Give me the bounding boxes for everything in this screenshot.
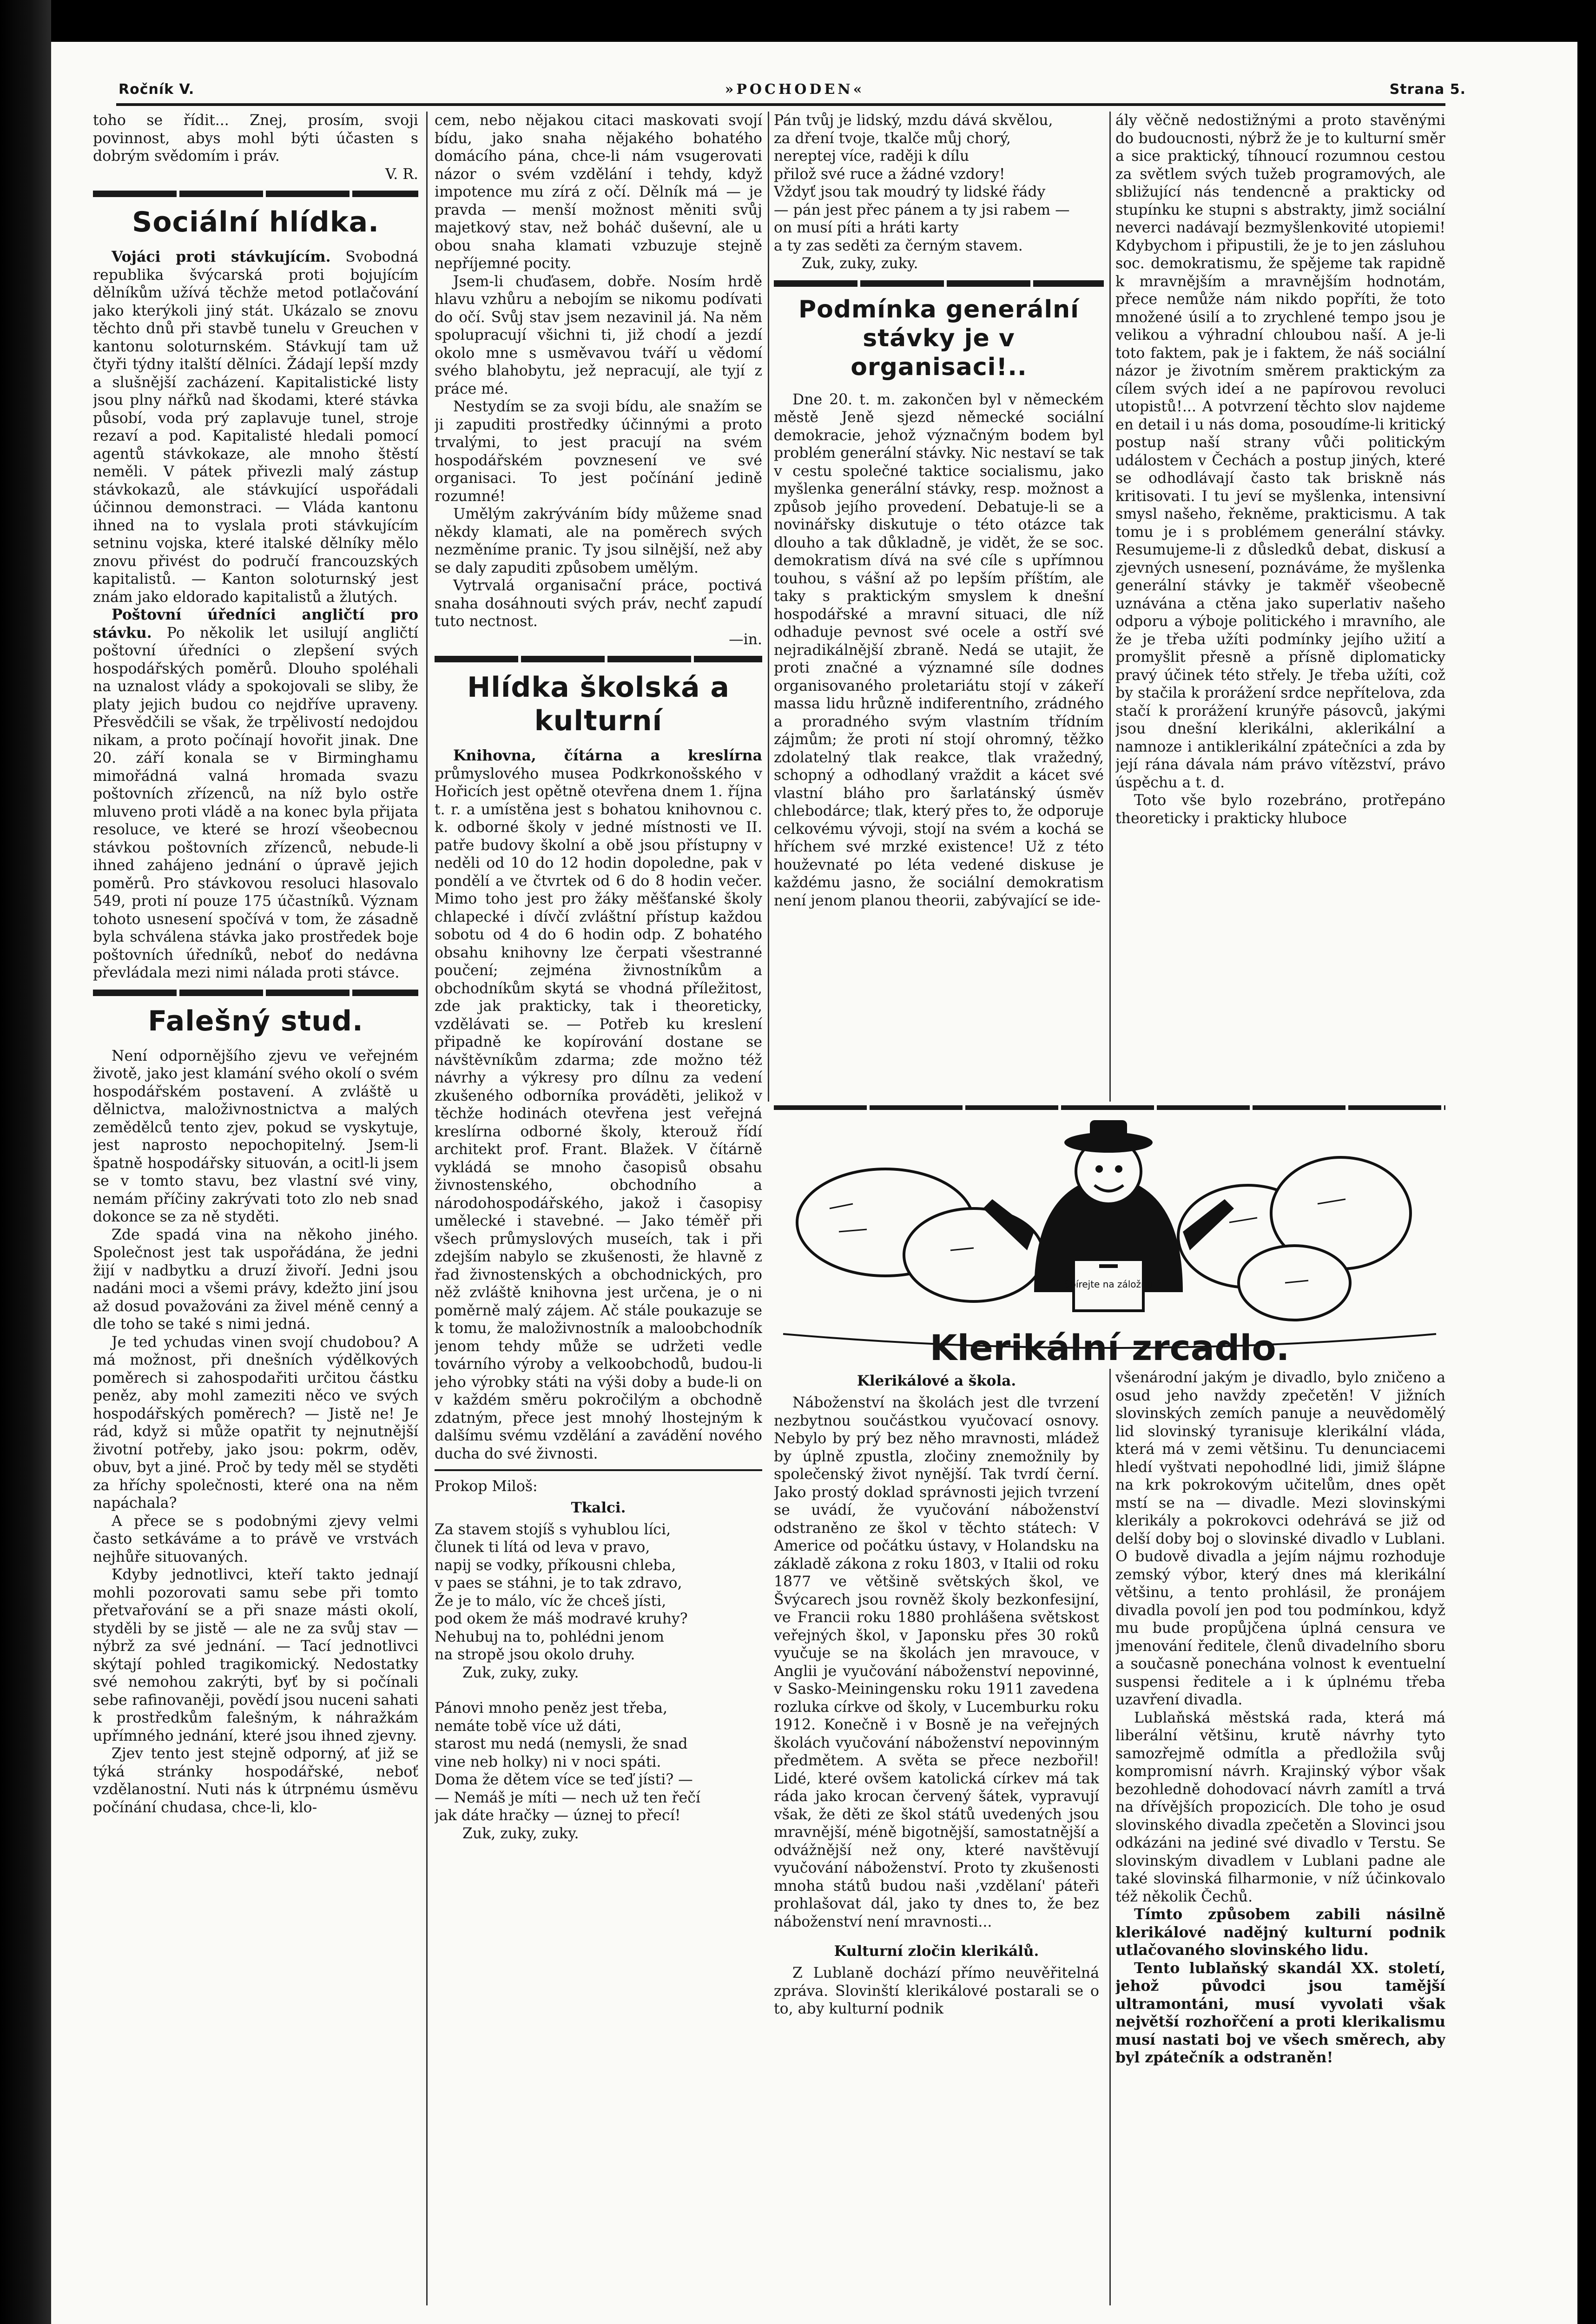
poem-stanza: [435, 1699, 762, 1842]
column-divider: [1109, 1369, 1111, 2305]
article-paragraph: ály věčně nedostižnými a proto stavěnými do budoucnosti, nýbrž že je to kulturní směr a sice praktický, tíhnoucí rozumnou cestou za světlem svých tužeb programových, ale sbližující nás tendencně a prakticky od stupínku ke stupni s abstrakty, jimž sociální neverci nadávají bezmyšlenkovité utopiemi! Kdybychom i připustili, že je to jen zásluhou soc. demokratismu, že spějeme tak rapidně k mravnějším a mravnějším hodnotám, přece nemůže nám nikdo popříti, že toto množené úsilí a to zrychlené tempo jsou je velikou a výhradní chloubou naší. A je-li toto faktem, pak je i faktem, že náš sociální názor je životním směrem praktickým za cílem svých ideí a ne papírovou revoluci utopistů!... A potvrzení těchto slov najdeme en detail i u nás doma, posoudíme-li kritický postup naší strany vůči politickým událostem v Čechách a postup jiných, které se odhodlávají často tak briskně nás kritisovati. I tu jeví se myšlenka, intensivní smysl našeho, řekněme, prakticismu. A tak tomu je i s problémem generální stávky. Resumujeme-li z důsledků debat, diskusí a zjevných usnesení, poznáváme, že myšlenka generální stávky je takměř všeobecně uznávána a ctěna jako superlativ našeho odporu a výboje politického i mravního, ale že je třeba užíti podmínky jejího užití a promyšlit přesně a přísně diplomaticky pravý účinek této střely. Je třeba užíti, což by stačila k prorážení srdce nepřítelova, zda stačí k prorážení krunýře pásovců, jakými jsou dnešní klerikálni, aklerikální a namnoze i antiklerikální zpátečníci a zda by její rána dávala nám právo vítězství, právo úspěchu a t. d.: [1115, 112, 1445, 791]
poem-refrain: Zuk, zuky, zuky.: [462, 1664, 579, 1681]
article-paragraph: Toto vše bylo rozebráno, protřepáno theoreticky i prakticky hluboce: [1115, 792, 1445, 827]
article-paragraph: Lublaňská městská rada, která má liberální většinu, krutě návrhy tyto samozřejmě odmítla a předložila svůj kompromisní návrh. Krajinský výbor však bezohledně dohodovací návrh zamítl a trvá na dřívějších propozicích. Dle toho je osud slovinského divadla zpečetěn a Slovinci jsou odkázáni na jediné své divadlo v Terstu. Se slovinským divadlem v Lublani padne ale také slovinská filharmonie, v níž účinkovalo též několik Čechů.: [1115, 1709, 1445, 1905]
article-paragraph: Nestydím se za svoji bídu, ale snažím se ji zapuditi prostředky účinnými a proto trvalými, to jest pracují na svém hospodářském povznesení ve své organisaci. To jest počínání jedině rozumné!: [435, 398, 762, 505]
poem-refrain: Zuk, zuky, zuky.: [462, 1825, 579, 1842]
poem-weavers: [435, 1521, 762, 1843]
poem-line: Pánovi mnoho peněz jest třeba,: [435, 1700, 667, 1717]
poem-line: napij se vodky, příkousni chleba,: [435, 1557, 676, 1574]
poem-line: a ty zas seděti za černým stavem.: [774, 237, 1023, 254]
cartoon-title: Klerikální zrcadlo.: [930, 1327, 1290, 1368]
article-paragraph: Jsem-li chuďasem, dobře. Nosím hrdě hlavu vzhůru a nebojím se nikomu podívati do očí. Svůj stav jsem nezavinil já. Na něm spolupracují všichni ti, již chodí a jezdí okolo mne s usměvavou tváří u vědomí svého blahobytu, jež nepracují, ale tyjí z práce mé.: [435, 273, 762, 397]
masthead-title: »POCHODEN«: [725, 81, 865, 98]
poem-line: vine neb holky) ni v noci spáti.: [435, 1753, 661, 1770]
column-2: [435, 112, 762, 2305]
section-title-false-shame: Falešný stud.: [148, 1004, 363, 1037]
poem-line: — pán jest přec pánem a ty jsi rabem —: [774, 201, 1070, 218]
poem-line: — Nemáš je míti — nech už ten řečí: [435, 1789, 700, 1806]
article-paragraph: všenárodní jakým je divadlo, bylo zničeno a osud jeho navždy zpečetěn! V jižních slovinských zemích panuje a neuvědomělý lid slovinský tyranisuje klerikální vláda, která má v zemi většinu. Tu denunciacemi hledí vyštvati nepohodlné lidi, jimiž šlápne na krk pokrokovým učitelům, dnes opět mstí se na — divadle. Mezi slovinskými klerikály a pokrokovci odehrává se již od delší doby boj o slovinské divadlo v Lublani. O budově divadla a jejím nájmu rozhoduje zemský výbor, který dnes má klerikální většinu, a tento prohlásil, že pronájem divadla povolí jen pod tou podmínkou, když mu bude propůjčena úplná censura ve jmenování ředitele, členů divadelního sboru a současně ponechána volnost k eventuelní suspensi ředitele a i k úplnému třeba uzavření divadla.: [1115, 1369, 1445, 1708]
article-paragraph: Je ted ychudas vinen svojí chudobou? A má možnost, při dnešních výdělkových poměrech si zahospodařiti určitou částku peněz, aby mohl zameziti něco ve svých hospodářských poměrech? — Jistě ne! Je rád, když si může opatřit ty nejnutnější životní potřeby, jako jsou: pokrm, oděv, obuv, byt a jiné. Proč by tedy měl se styděti za hříchy společnosti, které ona na něm napáchala?: [93, 1334, 418, 1512]
header-rule: [116, 103, 1445, 106]
poem-refrain: Zuk, zuky, zuky.: [802, 255, 918, 272]
article-paragraph: Z Lublaně dochází přímo neuvěřitelná zpráva. Slovinští klerikálové postarali se o to, aby kulturní podnik: [774, 1965, 1099, 2017]
volume-label: Ročník V.: [119, 81, 195, 98]
poem-line: Nehubuj na to, pohlédni jenom: [435, 1628, 664, 1645]
column-divider: [426, 112, 428, 2305]
scan-border-top: [0, 0, 1596, 42]
poem-line: jak dáte hračky — úznej to přecí!: [435, 1807, 681, 1824]
article-paragraph: A přece se s podobnými zjevy velmi často setkáváme a to právě ve vrstvách nejhůře situovaných.: [93, 1512, 418, 1565]
section-rule: [93, 990, 418, 996]
page-number: Strana 5.: [1389, 81, 1466, 98]
column-3: [774, 112, 1104, 1097]
section-title-general-strike: Podmínka generální stávky je v organisaci!..: [798, 295, 1080, 381]
poem-line: nereptej více, raději k dílu: [774, 148, 969, 165]
poem-line: Pán tvůj je lidský, mzdu dává skvělou,: [774, 112, 1053, 129]
poem-title: Tkalci.: [571, 1499, 626, 1516]
article-paragraph: Poštovní úředníci angličtí pro stávku. Po několik let usilují angličtí poštovní úředníci o zlepšení svých hospodářských poměrů. Dlouho spoléhali na uznalost vlády a spokojovali se sliby, že platy jejich budou co nejdříve upraveny. Přesvědčili se však, že trpělivostí nedojdou nikam, a proto počínají hovořit jinak. Dne 20. září konala se v Birminghamu mimořádná valná hromada svazu poštovních zřízenců, na níž bylo ostře mluveno proti vládě a na konec byla přijata resoluce, ve které se hrozí všeobecnou stávkou poštovních zřízenců, nebude-li ihned zahájeno jednání o úpravě jejich poměrů. Pro stávkovou resoluci hlasovalo 549, proti ní pouze 175 účastníků. Význam tohoto usnesení spočívá v tom, že zásadně byla schválena stávka jako prostředek boje poštovních úředníků, neboť do nedávna převládala mezi nimi nálada proti stávce.: [93, 606, 418, 981]
poem-line: starost mu nedá (nemysli, že snad: [435, 1736, 688, 1752]
poem-stanza: [774, 112, 1104, 273]
subsection-title: Kulturní zločin klerikálů.: [834, 1943, 1039, 1960]
section-title-social: Sociální hlídka.: [132, 206, 379, 238]
poem-stanza: [435, 1521, 762, 1682]
section-rule: [93, 191, 418, 197]
article-continuation: toho se řídit... Znej, prosím, svoji povinnost, abys mohl býti účasten s dobrým svědomím i práv.: [93, 112, 418, 165]
poem-line: on musí píti a hráti karty: [774, 219, 959, 236]
article-paragraph: Zde spadá vina na někoho jiného. Společnost jest tak uspořádána, že jedni žijí v nadbytku a druzí živoří. Jedni jsou nadáni moci a všemi právy, kdežto jiní jsou až dosud považováni za živel méně cenný a dle toho se také s nimi jedná.: [93, 1226, 418, 1333]
scan-border-right: [1577, 0, 1596, 2324]
subsection-title: Klerikálové a škola.: [857, 1373, 1016, 1389]
section-rule: [774, 280, 1104, 287]
scan-border-left: [0, 0, 51, 2324]
poem-line: za dření tvoje, tkalče můj chorý,: [774, 130, 1011, 147]
article-paragraph: Vojáci proti stávkujícím. Svobodná republika švýcarská proti bojujícím dělníkům užívá těchže metod potlačování jako kterýkoli jiný stát. Ukázalo se znovu těchto dnů při stavbě tunelu v Greuchen v kantonu soloturnském. Stávkují tam už čtyři týdny italští dělníci. Žádají lepší mzdy a slušnější zacházení. Kapitalistické listy jsou plny nářků nad škodami, které stávka působí, voda prý zaplavuje tunel, stroje rezaví a pod. Kapitalisté hledali pomocí agentů stávkokaze, ale mnoho štěstí neměli. V pátek přivezli malý zástup stávkokazů, ale stávkující uspořádali účinnou demonstraci. — Vláda kantonu ihned na to vyslala proti stávkujícím setninu vojska, které italské dělníky mělo znovu přivést do područí francouzských kapitalistů. — Kanton soloturnský jest znám jako eldorado kapitalistů a žlutých.: [93, 248, 418, 606]
article-paragraph: Vytrvalá organisační práce, poctivá snaha dosáhnouti svých práv, nechť zapudí tuto nectnost.: [435, 577, 762, 630]
collection-box-label: Sbírejte na záložnu: [1064, 1279, 1153, 1290]
article-paragraph: Není odpornějšího zjevu ve veřejném životě, jako jest klamání svého okolí o svém hospodářském postavení. A zvláště u dělnictva, maloživnostnictva a malých zemědělců tento zjev, pokud se vyskytuje, jest naprosto nepochopitelný. Jsem-li špatně hospodářsky situován, a ocitl-li jsem se v tomto stavu, bez vlastní své viny, nemám příčiny zakrývati toto zlo neb snad dokonce se za ně styděti.: [93, 1047, 418, 1225]
article-paragraph: Zjev tento jest stejně odporný, ať již se týká stránky hospodářské, neboť vzdělanostní. Nuti nás k útrpnému úsměvu počínání chudasa, chce-li, klo-: [93, 1745, 418, 1816]
column-divider: [1109, 112, 1111, 1102]
article-paragraph: Umělým zakrýváním bídy můžeme snad někdy klamati, ale na poměrech svých nezměníme pranic. Ty jsou silnější, než aby se daly zapuditi způsobem umělým.: [435, 506, 762, 576]
poem-line: v paes se stáhni, je to tak zdravo,: [435, 1575, 682, 1591]
column-3-bottom: [774, 1369, 1099, 2305]
article-paragraph: Kdyby jednotlivci, kteří takto jednají mohli pozorovati samu sebe při tomto přetvařování se a při snaze másti okolí, styděli by se jistě — ale ne za svůj stav — nýbrž za své jednání. — Tací jednotlivci skýtají pohled tragikomický. Nedostatky své nemohou zakrýti, byť by si počínali sebe rafinovaněji, povědí jsou nuceni sahati k prostředkům falešným, k náhražkám upřímného jednání, které jsou ihned zjevny.: [93, 1566, 418, 1744]
section-rule: [435, 656, 762, 662]
signature: —in.: [729, 631, 762, 648]
column-divider: [768, 112, 769, 1102]
poem-line: Vždyť jsou tak moudrý ty lidské řády: [774, 184, 1046, 200]
article-paragraph: Dne 20. t. m. zakončen byl v německém městě Jeně sjezd německé sociální demokracie, jehož význačným bodem byl problém generální stávky. Nic nestaví se tak v cestu společné taktice socialismu, jako myšlenka generální stávky, resp. možnost a způsob jejího provedení. Debatuje-li se a novinářsky diskutuje o této otázce tak dlouho a tak důkladně, je vidět, že se soc. demokratism dívá na své cíle s upřímnou touhou, s vášní až po lepším příštím, ale taky s praktickým smyslem k dnešní hospodářské a mravní situaci, dle níž odhaduje pevnost své ocele a ostří své nejradikálnější zbraně. Nedá se utajit, že proti značné a významné síle dodnes organisovaného proletariátu stojí v zákeří massa lidu hrůzně indiferentního, zrádného a proradného svým vlastním třídním zájmům; že proti ní stojí ohromný, těžko zdolatelný tlak reakce, tlak vražedný, schopný a odhodlaný vraždit a kácet své vlastní bláho pro šarlatánský úsměv chlebodárce; tlak, který přes to, že odporuje celkovému vývoji, stojí na svém a kochá se hříchem své mrzké existence! Už z této houževnaté po léta vedené diskuse je každému jasno, že sociální demokratism není jenom planou theorii, zabývající se ide-: [774, 391, 1104, 909]
poem-author: Prokop Miloš:: [435, 1478, 538, 1495]
poem-line: nemáte tobě více už dáti,: [435, 1717, 622, 1735]
column-4-bottom: [1115, 1369, 1445, 2305]
poem-line: pod okem že máš modravé kruhy?: [435, 1611, 688, 1627]
article-paragraph: Tento lublaňský skandál XX. století, jehož původci jsou tamější ultramontáni, musí vyvolati však největší rozhořčení a proti klerikalismu musí nastati boj ve všech směrech, aby byl zpátečník a odstraněn!: [1115, 1959, 1445, 2066]
article-paragraph: Tímto způsobem zabili násilně klerikálové nadějný kulturní podnik utlačovaného slovinského lidu.: [1115, 1906, 1445, 1959]
money-sack-icon: [1239, 1246, 1350, 1320]
signature: V. R.: [385, 165, 418, 183]
poem-line: člunek ti lítá od leva v pravo,: [435, 1539, 650, 1556]
column-4: [1115, 112, 1445, 1097]
section-title-school-culture: Hlídka školská a kulturní: [467, 671, 730, 737]
poem-line: Že je to málo, víc že chceš jísti,: [435, 1592, 666, 1610]
money-sack-icon: [904, 1208, 1043, 1301]
poem-line: na stropě jsou okolo druhy.: [435, 1646, 635, 1663]
cartoon-rule: [774, 1105, 1445, 1110]
section-rule: [435, 1469, 762, 1471]
poem-line: Doma že dětem více se teď jísti? —: [435, 1771, 693, 1788]
article-paragraph: Náboženství na školách jest dle tvrzení nezbytnou součástkou vyučovací osnovy. Nebylo by prý bez něho mravnosti, mládež by úplně zpustla, zločiny znemožnily by společenský život nynější. Tak tvrdí černí. Jako prostý doklad správnosti jejich tvrzení se uvádí, že vyučování náboženství odstraněno ze škol v těchto státech: V Americe od počátku ústavy, v Holandsku na základě zákona z roku 1803, v Italii od roku 1877 ve většině světských škol, ve Švýcarech jsou rovněž školy bezkonfesijní, ve Francii roku 1880 prohlášena světskost veřejných škol, v Japonsku přes 30 roků vyučuje se na školách jen mravouce, v Anglii je vyučování náboženství nepovinné, v Sasko-Meiningensku roku 1911 zavedena rozluka církve od školy, v Lucemburku roku 1912. Konečně i v Bosně je na veřejných školách vyučování náboženství nepovinným předmětem. A světa se přece nezbořil! Lidé, které ovšem katolická církev má tak ráda jako krocan červený šátek, vypravují však, že děti ze škol států uvedených jsou mravnější, méně bigotnější, samostatnější a odvážnější než ony, které navštěvují vyučování náboženství. Proto ty zkušenosti mnoha států budou naši ,vzdělaní' páteři prohlašovat dál, jako ty dnes to, že bez náboženství není mravnosti...: [774, 1394, 1099, 1930]
article-paragraph: Knihovna, čítárna a kreslírna průmyslového musea Podkrkonošského v Hořicích jest opětně otevřena dnem 1. října t. r. a umístěna jest s bohatou knihovnou c. k. odborné školy v jedné místnosti ve II. patře budovy školní a obě jsou přístupny v neděli od 10 do 12 hodin dopoledne, pak v pondělí a ve čtvrtek od 6 do 8 hodin večer. Mimo toho jest pro žáky měšťanské školy chlapecké i dívčí zvláštní přístup každou sobotu od 4 do 6 hodin odp. Z bohatého obsahu knihovny lze čerpati všestranné poučení; zejména živnostníkům a obchodníkům skytá se vhodná příležitost, zde jak prakticky, tak i theoreticky, vzdělávati se. — Potřeb ku kreslení připadně ke kopírování dostane se návštěvníkům zdarma; zde možno též návrhy a výkresy pro dílnu za vedení zkušeného odborníka prováděti, jelikož v těchže hodinách otevřena jest veřejná kreslírna odborné školy, kterouž řídí architekt prof. Frant. Blažek. V čítárně vykládá se mnoho časopisů obsahu živnostenského, obchodního a národohospodářského, jakož i časopisy umělecké i stavebné. — Jako téměř při všech průmyslových museích, tak i při zdejším nabylo se zkušenosti, že hlavně z řad živnostenských a obchodnických, pro něž zvláště knihovna jest určena, je o ni poměrně malý zájem. Ač stále poukazuje se k tomu, že maloživnostník a maloobchodník jenom tehdy může se udržeti vedle továrního výroby a velkoobchodů, budou-li jeho výrobky státi na výši doby a bude-li on v každém směru pokročilým a obchodně zdatným, přece jest mnohý lhostejným k dalšímu svému vzdělání a zavádění nového ducha do své živnosti.: [435, 747, 762, 1462]
article-paragraph: cem, nebo nějakou citaci maskovati svojí bídu, jako snaha nějakého bohatého domácího pána, chce-li nám vsugerovati názor o svém vzdělání i tehdy, když impotence mu zírá z očí. Dělník má — je pravda — menší možnost měniti svůj majetkový stav, než boháč duševní, ale u obou snaha klamati vzbuzuje stejně nepříjemné pocity.: [435, 112, 762, 272]
poem-line: Za stavem stojíš s vyhublou líci,: [435, 1521, 671, 1538]
poem-line: přilož své ruce a žádné vzdory!: [774, 165, 1005, 183]
column-1: [93, 112, 418, 2305]
